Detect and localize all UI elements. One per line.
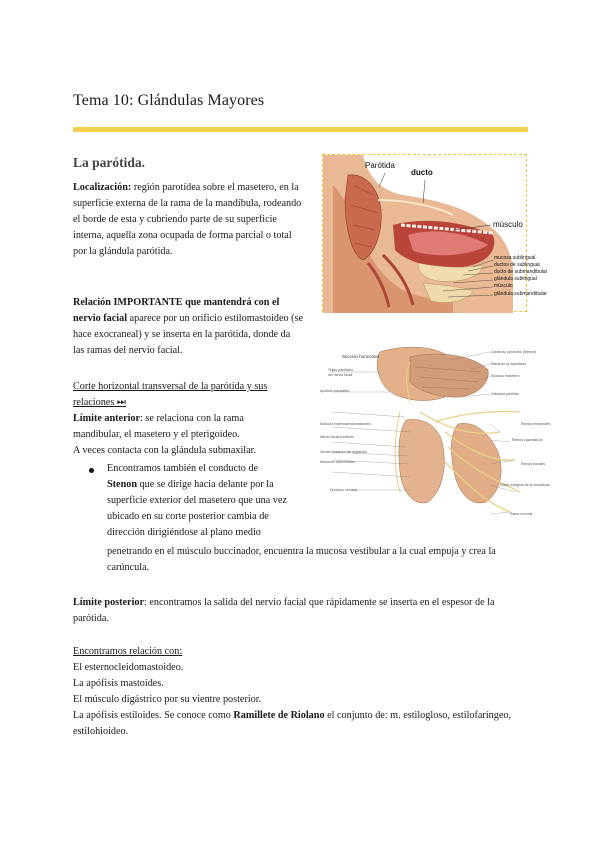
label-r9: Ramo cervical [510, 512, 533, 516]
relacion-con-item: La apófisis mastoides. [73, 678, 164, 689]
localizacion-line: el borde de esta y cubriendo parte de su superficie [73, 214, 277, 225]
localizacion-paragraph [73, 180, 318, 260]
bullet-paragraph [107, 461, 322, 541]
label-musculo2: músculo [494, 283, 513, 289]
label-l8: Duodeno cervical [330, 488, 358, 492]
title-underline [73, 127, 528, 132]
corte-line: relaciones ⏭ [73, 397, 127, 408]
label-l1: Tejido parotídeo [328, 368, 353, 372]
label-r2: Rama de la mandíbula [491, 362, 527, 366]
relacion-con-item: El músculo digástrico por su vientre posterior. [73, 694, 262, 705]
relacion-bold: Relación IMPORTANTE que mantendrá con el [73, 297, 280, 308]
stenon-bold: Stenon [107, 479, 138, 490]
bullet-line: superficie exterior del masetero que una vez [107, 495, 287, 506]
relacion-bold: nervio facial [73, 313, 128, 324]
salivary-glands-illustration [323, 155, 528, 313]
label-r7: Ramos bucales [521, 462, 546, 466]
label-l5: Nervio facial posterior [320, 435, 354, 439]
bullet-line: penetrando en el músculo buccinador, encuentra la mucosa vestibular a la cual empuja y crea la [107, 546, 496, 557]
limite-posterior-label: Límite posterior [73, 597, 145, 608]
corte-heading [73, 379, 318, 411]
bullet-line: carúncula. [107, 562, 150, 573]
label-r8: Ramo marginal de la mandíbula [500, 483, 550, 487]
label-l3: Apófisis mastoides [320, 389, 350, 393]
relacion-line: aparece por un orificio estilomastoideo (se [127, 313, 304, 324]
label-r1: Conducto parotídeo (Stenon) [491, 350, 537, 354]
label-l6: Vientre posterior del digástrico [320, 450, 368, 454]
relacion-line: hace exocraneal) y se inserta en la parótida, donde da [73, 329, 291, 340]
label-r6: Ramos cigomáticos [512, 438, 543, 442]
label-musculo: músculo [493, 220, 523, 229]
label-l4: Músculo esternocleidomastoideo [320, 422, 371, 426]
localizacion-line: interna, aquella zona ocupada de forma parcial o total [73, 230, 292, 241]
limite-anterior-label: Límite anterior [73, 413, 141, 424]
label-ducto-sub: ducto de submandibular [494, 269, 548, 275]
bullet-line: Encontramos también el conducto de [107, 463, 259, 474]
relacion-con-item: La apófisis estiloides. Se conoce como [73, 710, 234, 721]
localizacion-line: región parotídea sobre el masetero, en la [133, 182, 299, 193]
label-r5: Ramos temporales [521, 422, 551, 426]
label-glandula-submand: glándula submandibular [494, 291, 548, 297]
relacion-con-list [73, 644, 543, 740]
limite-anterior-line: mandibular, el masetero y el pterigoideo. [73, 429, 240, 440]
limite-anterior-line: A veces contacta con la glándula submaxilar. [73, 445, 257, 456]
label-mucosa: mucosa sublingual [494, 255, 536, 261]
localizacion-line: superficie externa de la rama de la mandíbula, rodeando [73, 198, 302, 209]
relacion-con-item: el conjunto de: m. estilogloso, estilofaríngeo, [324, 710, 512, 721]
label-l7: Músculos estilohioideo [320, 460, 356, 464]
label-r4: Glándula parótida [491, 392, 519, 396]
bullet-marker [89, 468, 94, 473]
salivary-glands-figure [322, 154, 548, 312]
corte-line: Corte horizontal transversal de la parótida y sus [73, 381, 268, 392]
bullet-line: dirección dirigiéndose al plano medio [107, 527, 261, 538]
label-l2: del nervio facial [328, 373, 353, 377]
label-ductos: ductos de sublingual [494, 262, 540, 268]
label-seccion: Sección horizontal [342, 354, 379, 359]
relacion-con-item: El esternocleidomastoideo. [73, 662, 184, 673]
bullet-line: ubicado en su corte posterior cambia de [107, 511, 269, 522]
label-parotida: Parótida [365, 161, 395, 170]
label-glandula-sub: glándula sublingual [494, 276, 537, 282]
limite-posterior-line: : encontramos la salida del nervio facial que rápidamente se inserta en el espesor de la [144, 597, 495, 608]
page-title: Tema 10: Glándulas Mayores [73, 92, 265, 109]
bullet-line: que se dirige hacia delante por la [137, 479, 274, 490]
relacion-line: las ramas del nervio facial. [73, 345, 183, 356]
localizacion-label: Localización: [73, 182, 132, 193]
section-heading: La parótida. [73, 155, 146, 170]
limite-posterior-paragraph [73, 595, 543, 627]
relacion-con-item: estilohioideo. [73, 726, 129, 737]
ramillete-bold: Ramillete de Riolano [233, 710, 325, 721]
label-r3: Músculo masetero [491, 374, 520, 378]
limite-anterior-line: : se relaciona con la rama [140, 413, 244, 424]
limite-posterior-line: parótida. [73, 613, 109, 624]
relacion-con-heading: Encontramos relación con: [73, 646, 183, 657]
localizacion-line: por la glándula parótida. [73, 246, 173, 257]
limite-anterior-paragraph [73, 411, 318, 459]
label-ducto: ducto [411, 168, 433, 177]
bullet-continuation [107, 544, 547, 576]
relacion-paragraph [73, 295, 318, 359]
parotid-section-figure [310, 342, 562, 524]
